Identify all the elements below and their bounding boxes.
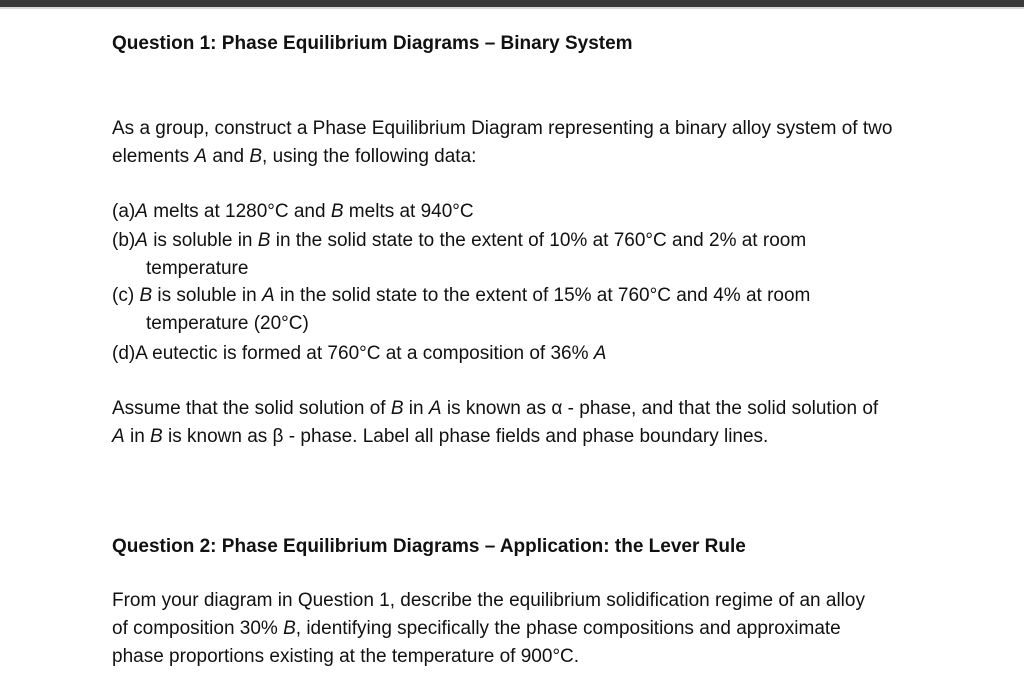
intro-line-1: As a group, construct a Phase Equilibrium Diagram representing a binary alloy system of two [112, 118, 893, 139]
item-text: melts at 1280°C and [147, 201, 331, 222]
data-item-c [112, 282, 972, 338]
item-text: is soluble in [147, 230, 258, 251]
item-continuation: temperature [146, 258, 249, 279]
element-label: A [428, 398, 442, 419]
element-label: B [257, 230, 271, 251]
assume-text: in [124, 426, 151, 447]
item-marker: (d) [112, 343, 136, 364]
window-top-bar-edge [0, 7, 1024, 9]
element-label: A [135, 230, 148, 251]
q2-text: of composition 30% [112, 618, 284, 639]
question-2-title: Question 2: Phase Equilibrium Diagrams – Application: the Lever Rule [112, 536, 746, 557]
element-label: A [593, 343, 607, 364]
element-label: B [283, 618, 296, 639]
q2-text: , identifying specifically the phase compositions and approximate [295, 618, 841, 639]
q2-line-1: From your diagram in Question 1, describe the equilibrium solidification regime of an alloy [112, 590, 865, 611]
element-label: A [135, 201, 148, 222]
item-text: in the solid state to the extent of 10% at 760°C and 2% at room [270, 230, 807, 251]
question-2-body [112, 587, 972, 671]
element-label: B [150, 426, 163, 447]
assume-text: Assume that the solid solution of [112, 398, 391, 419]
question-1-title: Question 1: Phase Equilibrium Diagrams – Binary System [112, 33, 633, 54]
item-text: in the solid state to the extent of 15% at 760°C and 4% at room [274, 285, 811, 306]
item-continuation: temperature (20°C) [146, 313, 309, 334]
item-marker: (c) [112, 285, 140, 306]
assume-text: is known as β - phase. Label all phase fields and phase boundary lines. [162, 426, 769, 447]
item-marker: (b) [112, 230, 136, 251]
data-item-d [112, 340, 972, 368]
question-1-assumption [112, 395, 972, 451]
item-marker: (a) [112, 201, 136, 222]
window-top-bar [0, 0, 1024, 7]
element-label: A [112, 426, 125, 447]
assume-text: is known as α - phase, and that the solid solution of [441, 398, 879, 419]
question-1-intro [112, 115, 972, 171]
element-label: B [390, 398, 404, 419]
element-label: B [330, 201, 344, 222]
item-text: is soluble in [152, 285, 262, 306]
intro-text: , using the following data: [262, 146, 477, 167]
item-text: A eutectic is formed at 760°C at a composition of 36% [135, 343, 594, 364]
item-text: melts at 940°C [343, 201, 474, 222]
element-label: A [261, 285, 275, 306]
intro-text: and [207, 146, 250, 167]
intro-text: elements [112, 146, 195, 167]
q2-line-3: phase proportions existing at the temperature of 900°C. [112, 646, 580, 667]
assume-text: in [403, 398, 429, 419]
data-item-a [112, 198, 972, 226]
element-a-label: A [194, 146, 208, 167]
element-b-label: B [249, 146, 263, 167]
element-label: B [139, 285, 153, 306]
data-item-b [112, 227, 972, 283]
